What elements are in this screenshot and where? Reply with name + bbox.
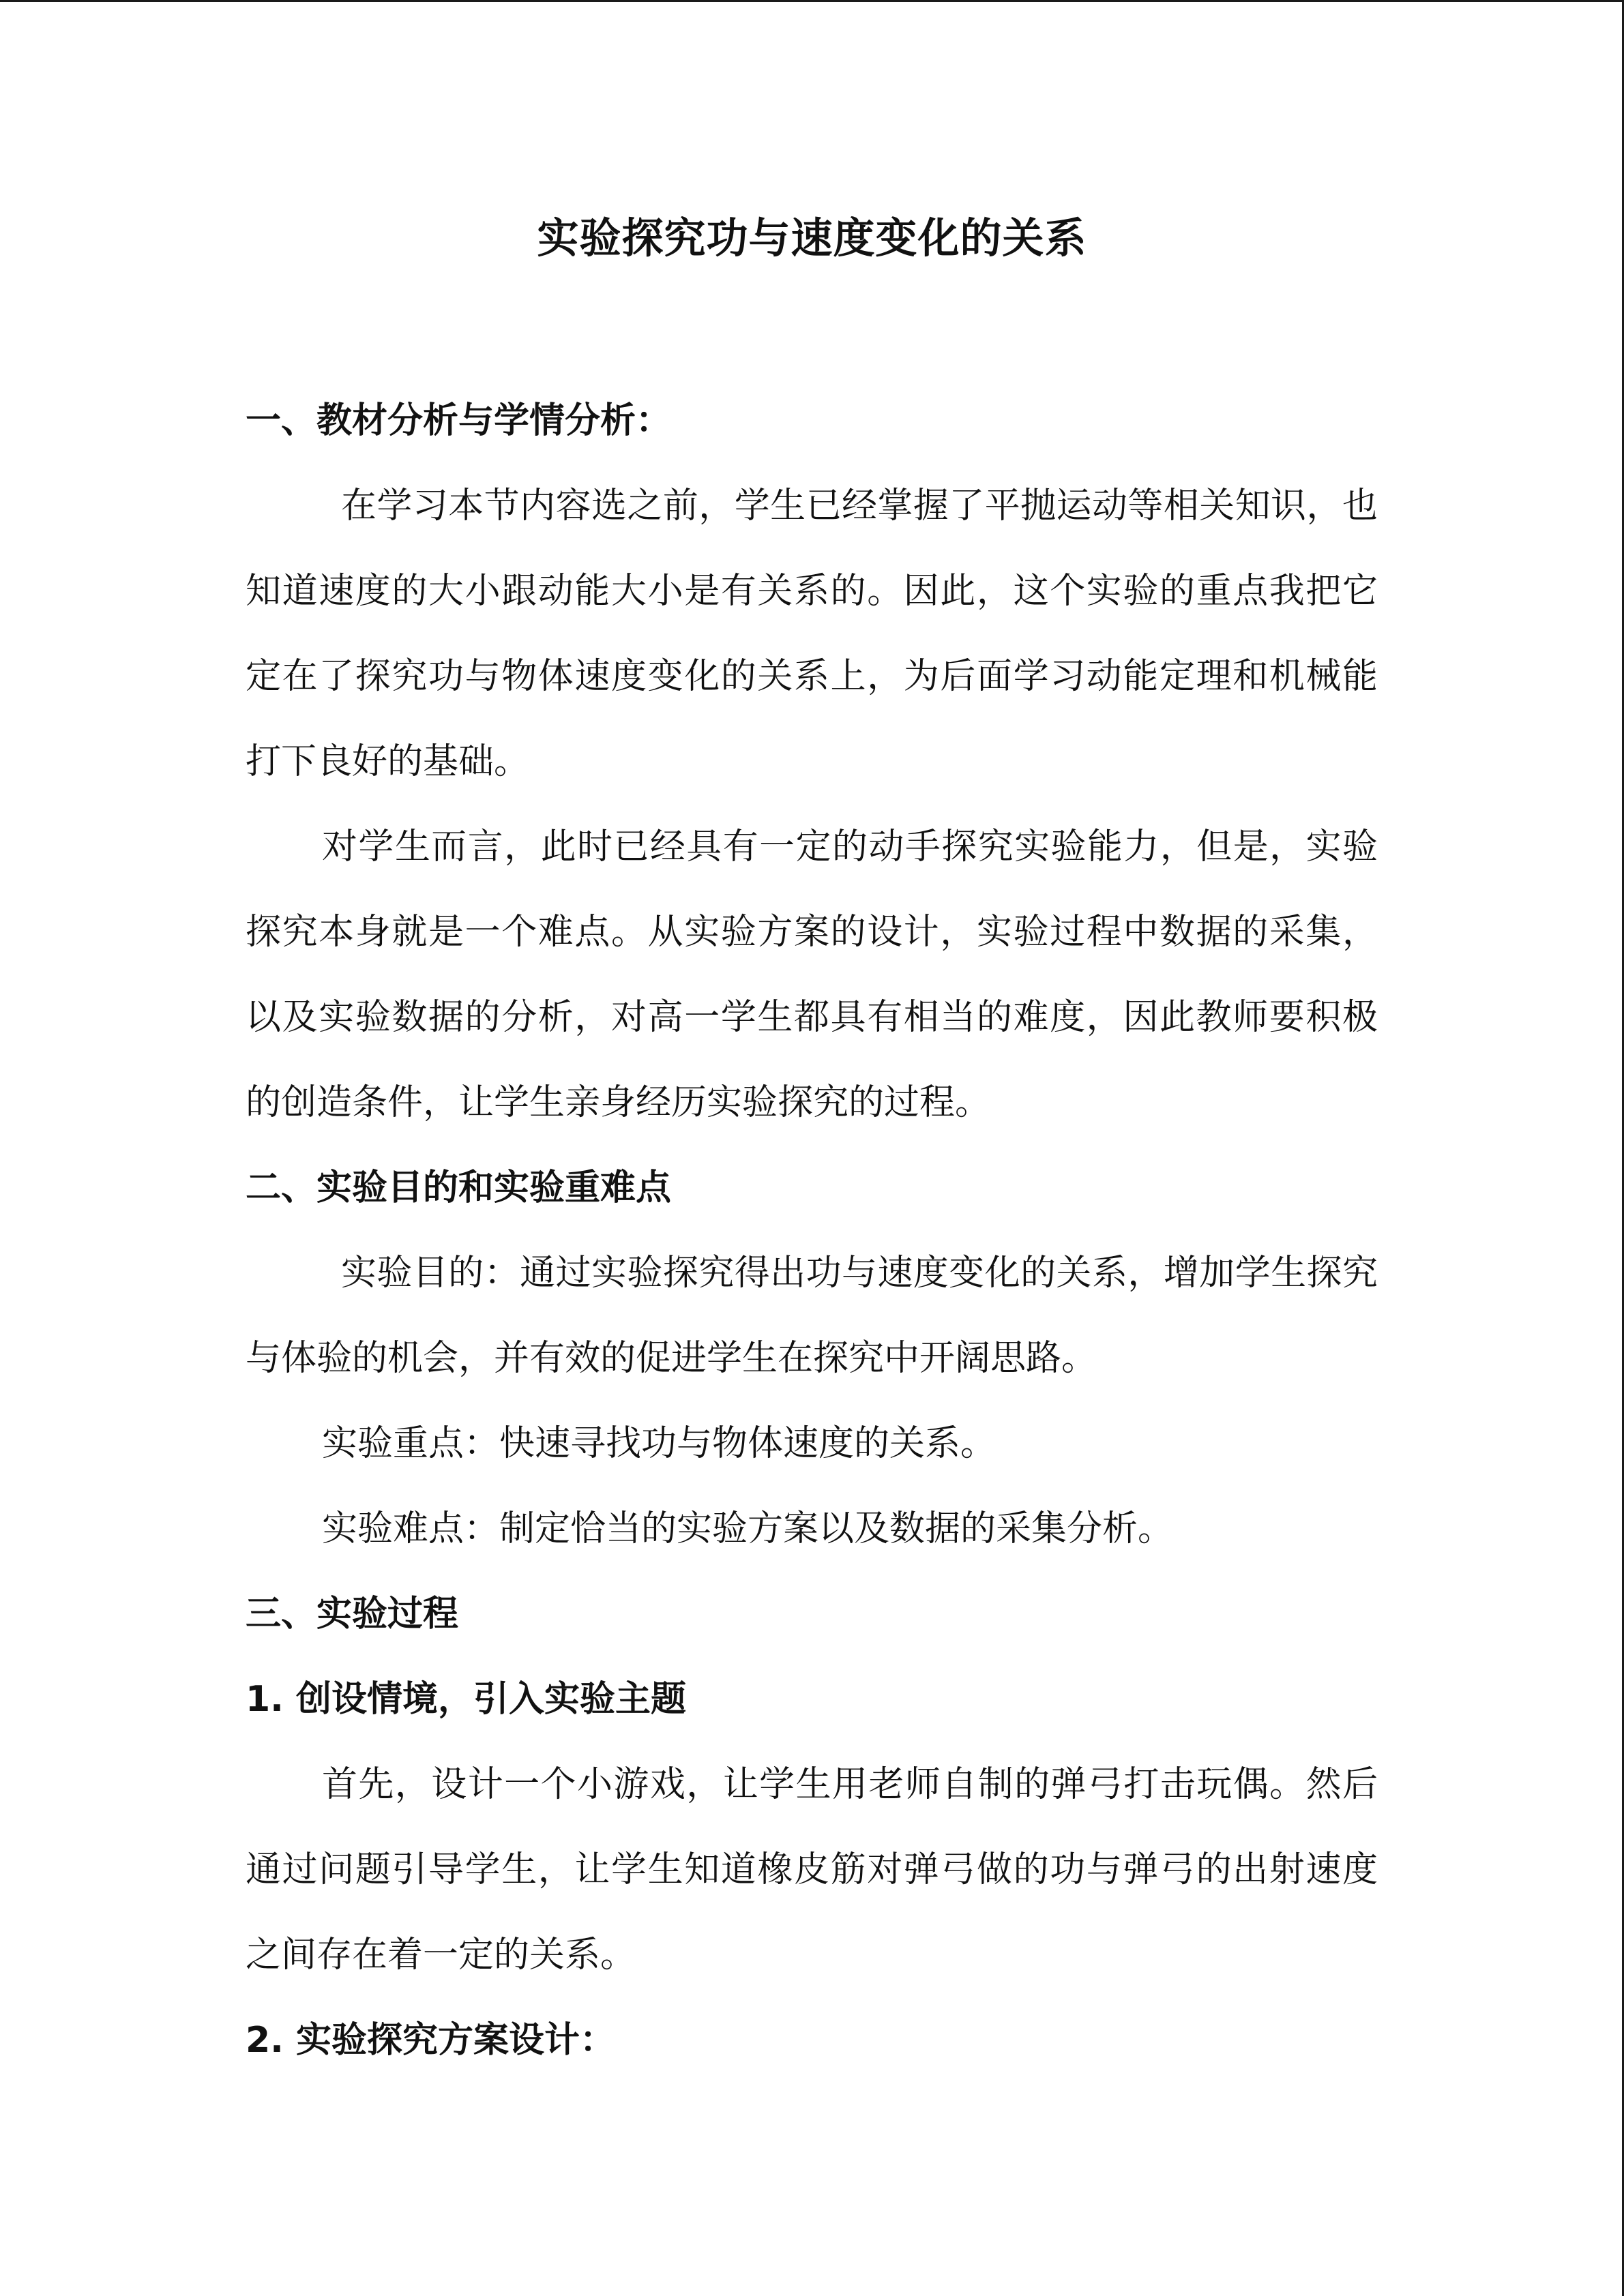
section-heading-process: 三、实验过程 — [246, 1594, 459, 1635]
paragraph-difficult-point: 实验难点：制定恰当的实验方案以及数据的采集分析。 — [322, 1508, 1174, 1549]
section-heading-objectives: 二、实验目的和实验重难点 — [246, 1167, 672, 1208]
page-title: 实验探究功与速度变化的关系 — [537, 214, 1087, 263]
paragraph-scenario: 首先，设计一个小游戏，让学生用老师自制的弹弓打击玩偶。然后通过问题引导学生，让学生知道橡皮筋对弹弓做的功与弹弓的出射速度之间存在着一定的关系。 — [246, 1764, 1378, 1976]
paragraph-key-point: 实验重点：快速寻找功与物体速度的关系。 — [322, 1423, 996, 1464]
subheading-design: 2. 实验探究方案设计： — [246, 2020, 616, 2061]
subheading-scenario: 1. 创设情境，引入实验主题 — [246, 1679, 687, 1720]
document-body — [246, 378, 1378, 2083]
section-heading-analysis: 一、教材分析与学情分析： — [246, 400, 672, 441]
top-border — [0, 0, 1624, 2]
paragraph-student-analysis: 对学生而言，此时已经具有一定的动手探究实验能力，但是，实验探究本身就是一个难点。从实验方案的设计，实验过程中数据的采集，以及实验数据的分析，对高一学生都具有相当的难度，因此教师要积极的创造条件，让学生亲身经历实验探究的过程。 — [246, 826, 1378, 1123]
paragraph-textbook-analysis: 在学习本节内容选之前，学生已经掌握了平抛运动等相关知识，也知道速度的大小跟动能大小是有关系的。因此，这个实验的重点我把它定在了探究功与物体速度变化的关系上，为后面学习动能定理和机械能打下良好的基础。 — [246, 486, 1378, 782]
paragraph-objective: 实验目的：通过实验探究得出功与速度变化的关系，增加学生探究与体验的机会，并有效的促进学生在探究中开阔思路。 — [246, 1253, 1378, 1379]
